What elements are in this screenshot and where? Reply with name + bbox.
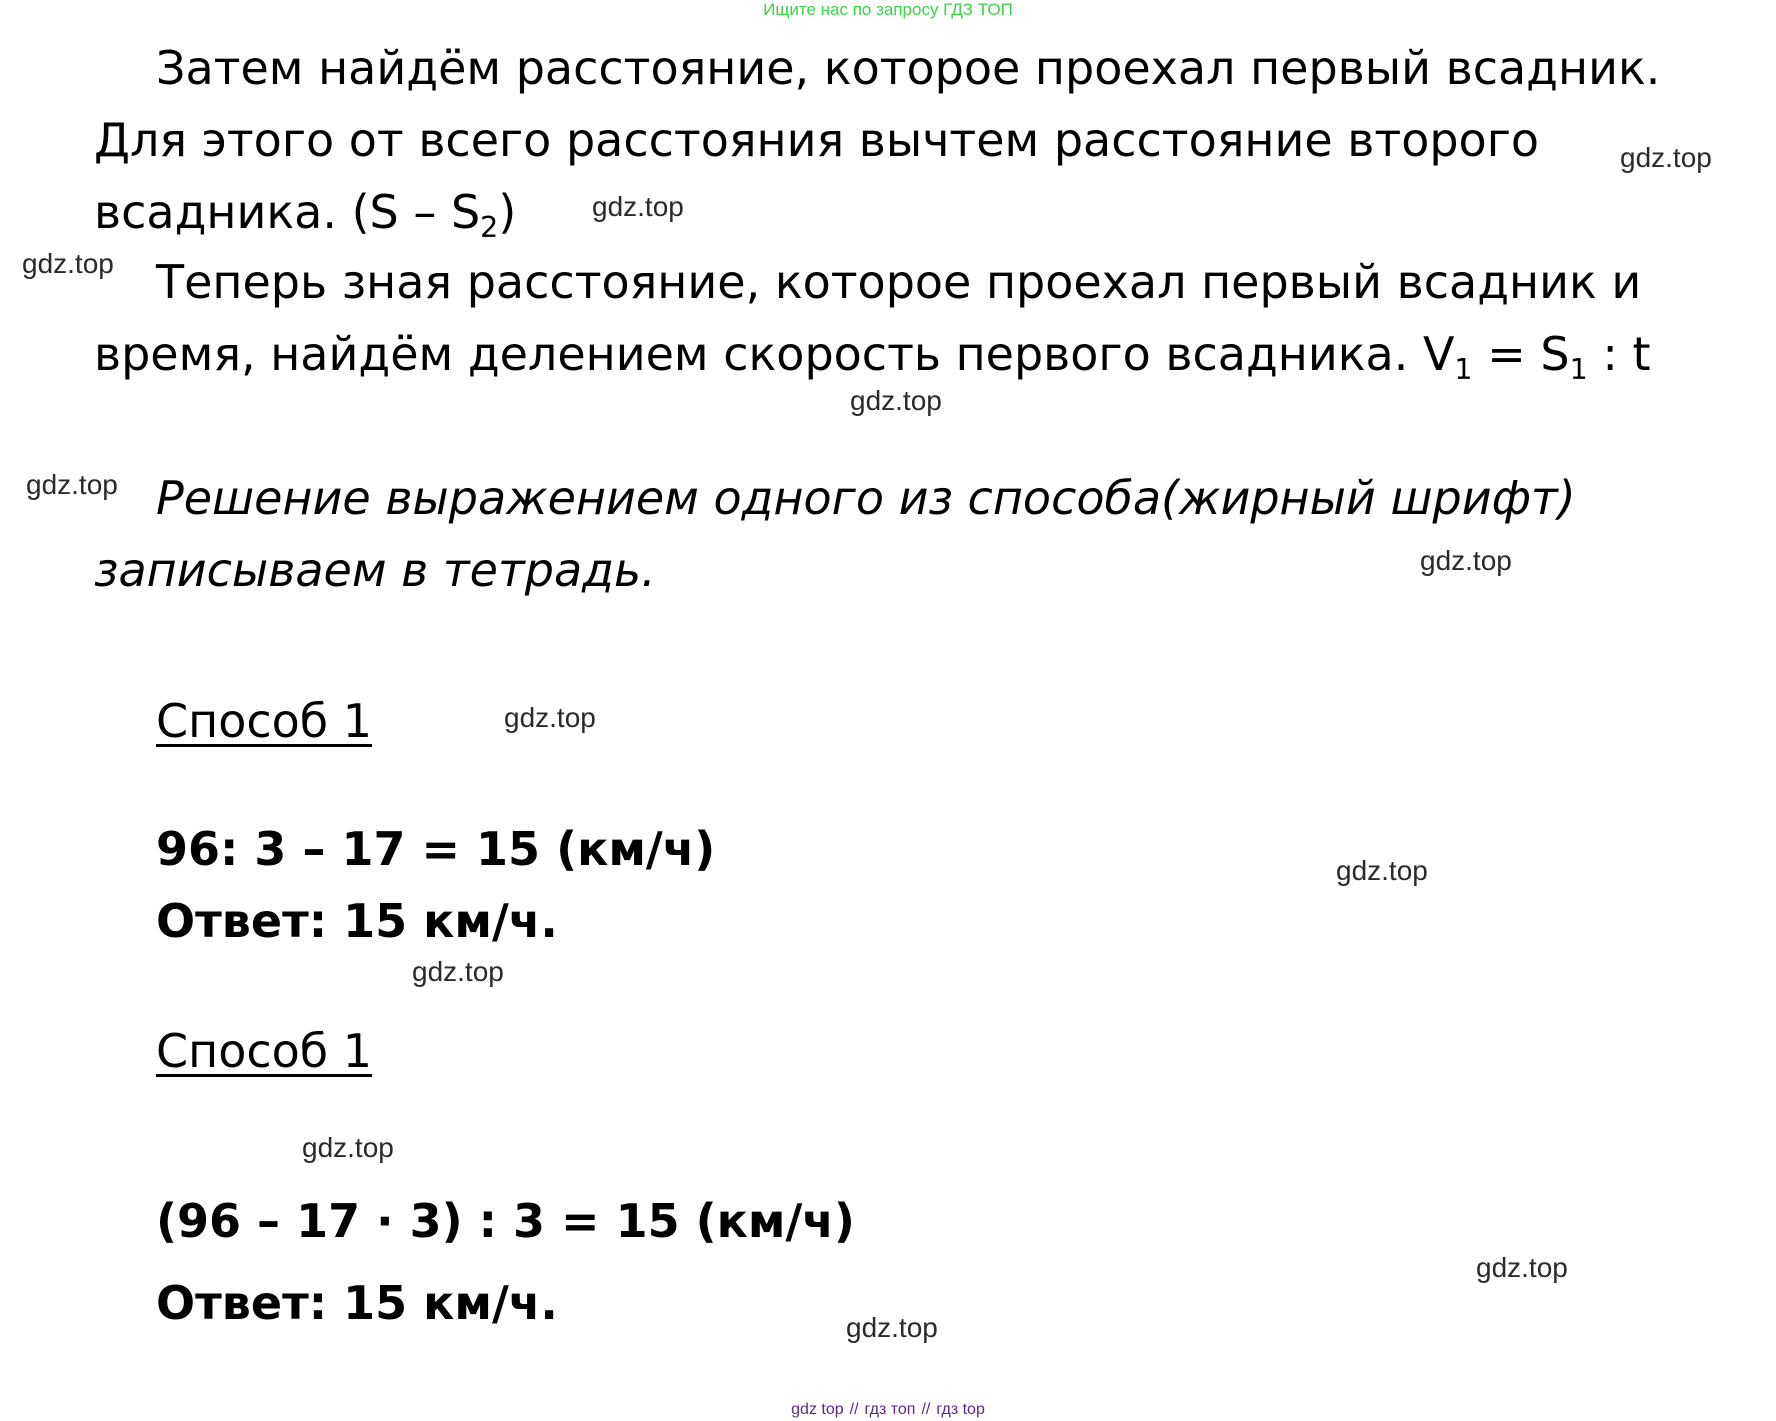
bottom-link[interactable]: гдз top [936,1401,985,1418]
bottom-link[interactable]: гдз топ [864,1401,916,1418]
top-banner[interactable]: Ищите нас по запросу ГДЗ ТОП [763,0,1013,19]
solution-expression: 96: 3 – 17 = 15 (км/ч) [156,822,716,876]
watermark: gdz.top [850,385,942,416]
paragraph-text: : t [1587,327,1651,381]
separator: // [849,1401,859,1418]
method-heading: Способ 1 [156,1024,373,1078]
paragraph-text: ) [498,185,517,239]
paragraph-text: время, найдём делением скорость первого всадника. V [94,327,1455,381]
paragraph-line [94,318,1651,390]
watermark: gdz.top [302,1132,394,1163]
paragraph-text: = S [1472,327,1570,381]
paragraph-line: Для этого от всего расстояния вычтем расстояние второго [94,113,1540,167]
watermark: gdz.top [26,469,118,500]
watermark: gdz.top [1476,1252,1568,1283]
separator: // [921,1401,931,1418]
watermark: gdz.top [22,248,114,279]
solution-expression: (96 – 17 · 3) : 3 = 15 (км/ч) [156,1194,855,1248]
watermark: gdz.top [412,956,504,987]
answer-line: Ответ: 15 км/ч. [156,894,558,948]
watermark: gdz.top [592,191,684,222]
subscript: 1 [1569,353,1588,387]
bottom-banner[interactable] [0,1401,1776,1419]
watermark: gdz.top [1620,142,1712,173]
answer-line: Ответ: 15 км/ч. [156,1276,558,1330]
paragraph-line [94,176,516,248]
paragraph-line: Затем найдём расстояние, которое проехал первый всадник. [156,41,1661,95]
paragraph-text: всадника. (S – S [94,185,481,239]
note-line: Решение выражением одного из способа(жирный шрифт) [156,471,1576,525]
bottom-link[interactable]: gdz top [791,1401,844,1418]
watermark: gdz.top [1420,545,1512,576]
watermark: gdz.top [1336,855,1428,886]
subscript: 1 [1454,353,1473,387]
subscript: 2 [480,211,499,245]
note-line: записываем в тетрадь. [94,543,656,597]
watermark: gdz.top [504,702,596,733]
method-heading: Способ 1 [156,694,373,748]
watermark: gdz.top [846,1312,938,1343]
paragraph-line: Теперь зная расстояние, которое проехал первый всадник и [156,255,1642,309]
